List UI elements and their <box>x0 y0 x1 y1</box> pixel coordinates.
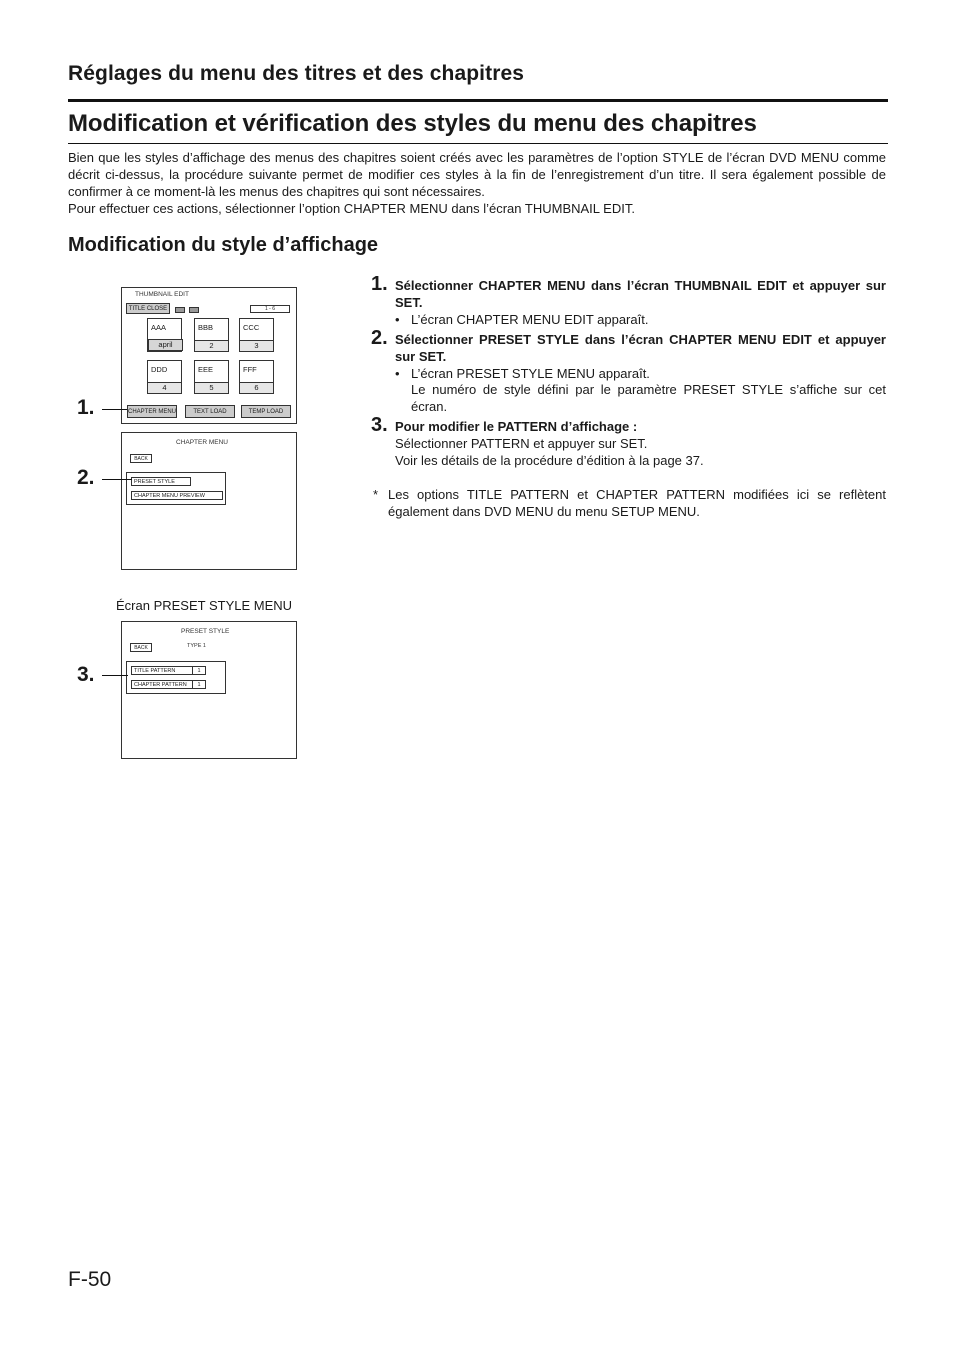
back-button[interactable]: BACK <box>130 643 152 652</box>
thumbnail-eee[interactable] <box>194 360 229 394</box>
thumbnail-edit-title: THUMBNAIL EDIT <box>135 291 189 298</box>
preset-style-title: PRESET STYLE <box>181 628 230 635</box>
title-pattern-value[interactable]: 1 <box>192 666 206 675</box>
preset-style-screen <box>121 621 297 759</box>
chapter-menu-preview-option[interactable]: CHAPTER MENU PREVIEW <box>131 491 223 500</box>
thumbnail-label: 6 <box>240 382 273 393</box>
bullet-marker: • <box>395 312 400 327</box>
preset-type-value: TYPE 1 <box>187 643 206 649</box>
thumbnail-name: AAA <box>151 323 167 332</box>
bullet-marker: • <box>395 366 400 381</box>
note-text: Les options TITLE PATTERN et CHAPTER PATTERN modifiées ici se reflètent également dans DVD MENU du menu SETUP MENU. <box>388 487 886 519</box>
intro-paragraph-2: Pour effectuer ces actions, sélectionner l’option CHAPTER MENU dans l’écran THUMBNAIL EDIT. <box>68 201 635 216</box>
intro-paragraph-1: Bien que les styles d’affichage des menus des chapitres soient créés avec les paramètres de l’option STYLE de l’écran DVD MENU comme décrit ci-dessus, la procédure suivante permet de modifier ces styles à la fin de l’enregistrement d’un titre. Il sera également possible de confirmer à ce moment-là les menus des chapitres qui sont nécessaires. <box>68 150 886 199</box>
thumbnail-name: DDD <box>151 365 168 374</box>
chapter-menu-title: CHAPTER MENU <box>176 439 229 446</box>
preset-screen-caption: Écran PRESET STYLE MENU <box>116 598 293 613</box>
thumbnail-aaa[interactable] <box>147 318 182 352</box>
thumbnail-bbb[interactable] <box>194 318 229 352</box>
callout-1: 1. <box>77 396 95 419</box>
pattern-options <box>126 661 226 694</box>
step-3-line-2: Voir les détails de la procédure d’édition à la page 37. <box>395 453 704 468</box>
title-pattern-option[interactable]: TITLE PATTERN <box>131 666 193 675</box>
callout-2: 2. <box>77 466 95 489</box>
page-number: F-50 <box>68 1268 112 1291</box>
step-3-number: 3. <box>371 414 388 436</box>
thick-divider <box>68 99 888 102</box>
step-2-extra: Le numéro de style défini par le paramètre PRESET STYLE s’affiche sur cet écran. <box>411 382 886 414</box>
step-2-number: 2. <box>371 327 388 349</box>
step-3-heading: Pour modifier le PATTERN d’affichage : <box>395 419 638 434</box>
chapter-menu-button[interactable]: CHAPTER MENU <box>127 405 177 418</box>
title-close-button[interactable]: TITLE CLOSE <box>126 303 170 314</box>
callout-2-leader <box>102 479 132 480</box>
step-1-number: 1. <box>371 273 388 295</box>
thumbnail-name: EEE <box>198 365 214 374</box>
thumbnail-label: april <box>148 339 183 351</box>
note-marker: * <box>373 487 379 502</box>
chapter-menu-screen <box>121 432 297 570</box>
text-load-button[interactable]: TEXT LOAD <box>185 405 235 418</box>
thumbnail-label: 4 <box>148 382 181 393</box>
thumbnail-label: 2 <box>195 340 228 351</box>
back-button[interactable]: BACK <box>130 454 152 463</box>
step-3-line-1: Sélectionner PATTERN et appuyer sur SET. <box>395 436 648 451</box>
chapter-pattern-option[interactable]: CHAPTER PATTERN <box>131 680 193 689</box>
step-2-heading: Sélectionner PRESET STYLE dans l’écran CHAPTER MENU EDIT et appuyer sur SET. <box>395 332 886 364</box>
section-title: Réglages du menu des titres et des chapitres <box>68 62 525 85</box>
callout-1-leader <box>102 409 127 410</box>
page-title: Modification et vérification des styles du menu des chapitres <box>68 110 757 137</box>
step-1-bullet: L’écran CHAPTER MENU EDIT apparaît. <box>411 312 649 327</box>
preset-style-option[interactable]: PRESET STYLE <box>131 477 191 486</box>
thumbnail-name: CCC <box>243 323 260 332</box>
chapter-menu-options <box>126 472 226 505</box>
callout-3: 3. <box>77 663 95 686</box>
chapter-pattern-value[interactable]: 1 <box>192 680 206 689</box>
thumbnail-label: 3 <box>240 340 273 351</box>
step-2-bullet: L’écran PRESET STYLE MENU apparaît. <box>411 366 650 381</box>
page-indicator: 1 - 6 <box>250 305 290 313</box>
step-1-heading: Sélectionner CHAPTER MENU dans l’écran THUMBNAIL EDIT et appuyer sur SET. <box>395 278 886 310</box>
thumbnail-fff[interactable] <box>239 360 274 394</box>
subsection-title: Modification du style d’affichage <box>68 234 379 256</box>
thumbnail-ddd[interactable] <box>147 360 182 394</box>
callout-3-leader <box>102 675 128 676</box>
nav-left-icon[interactable] <box>175 307 185 313</box>
thumbnail-label: 5 <box>195 382 228 393</box>
thumbnail-name: BBB <box>198 323 214 332</box>
intro-text <box>68 149 886 217</box>
temp-load-button[interactable]: TEMP LOAD <box>241 405 291 418</box>
thumbnail-ccc[interactable] <box>239 318 274 352</box>
thin-divider <box>68 143 888 144</box>
nav-right-icon[interactable] <box>189 307 199 313</box>
thumbnail-edit-screen <box>121 287 297 424</box>
thumbnail-name: FFF <box>243 365 257 374</box>
